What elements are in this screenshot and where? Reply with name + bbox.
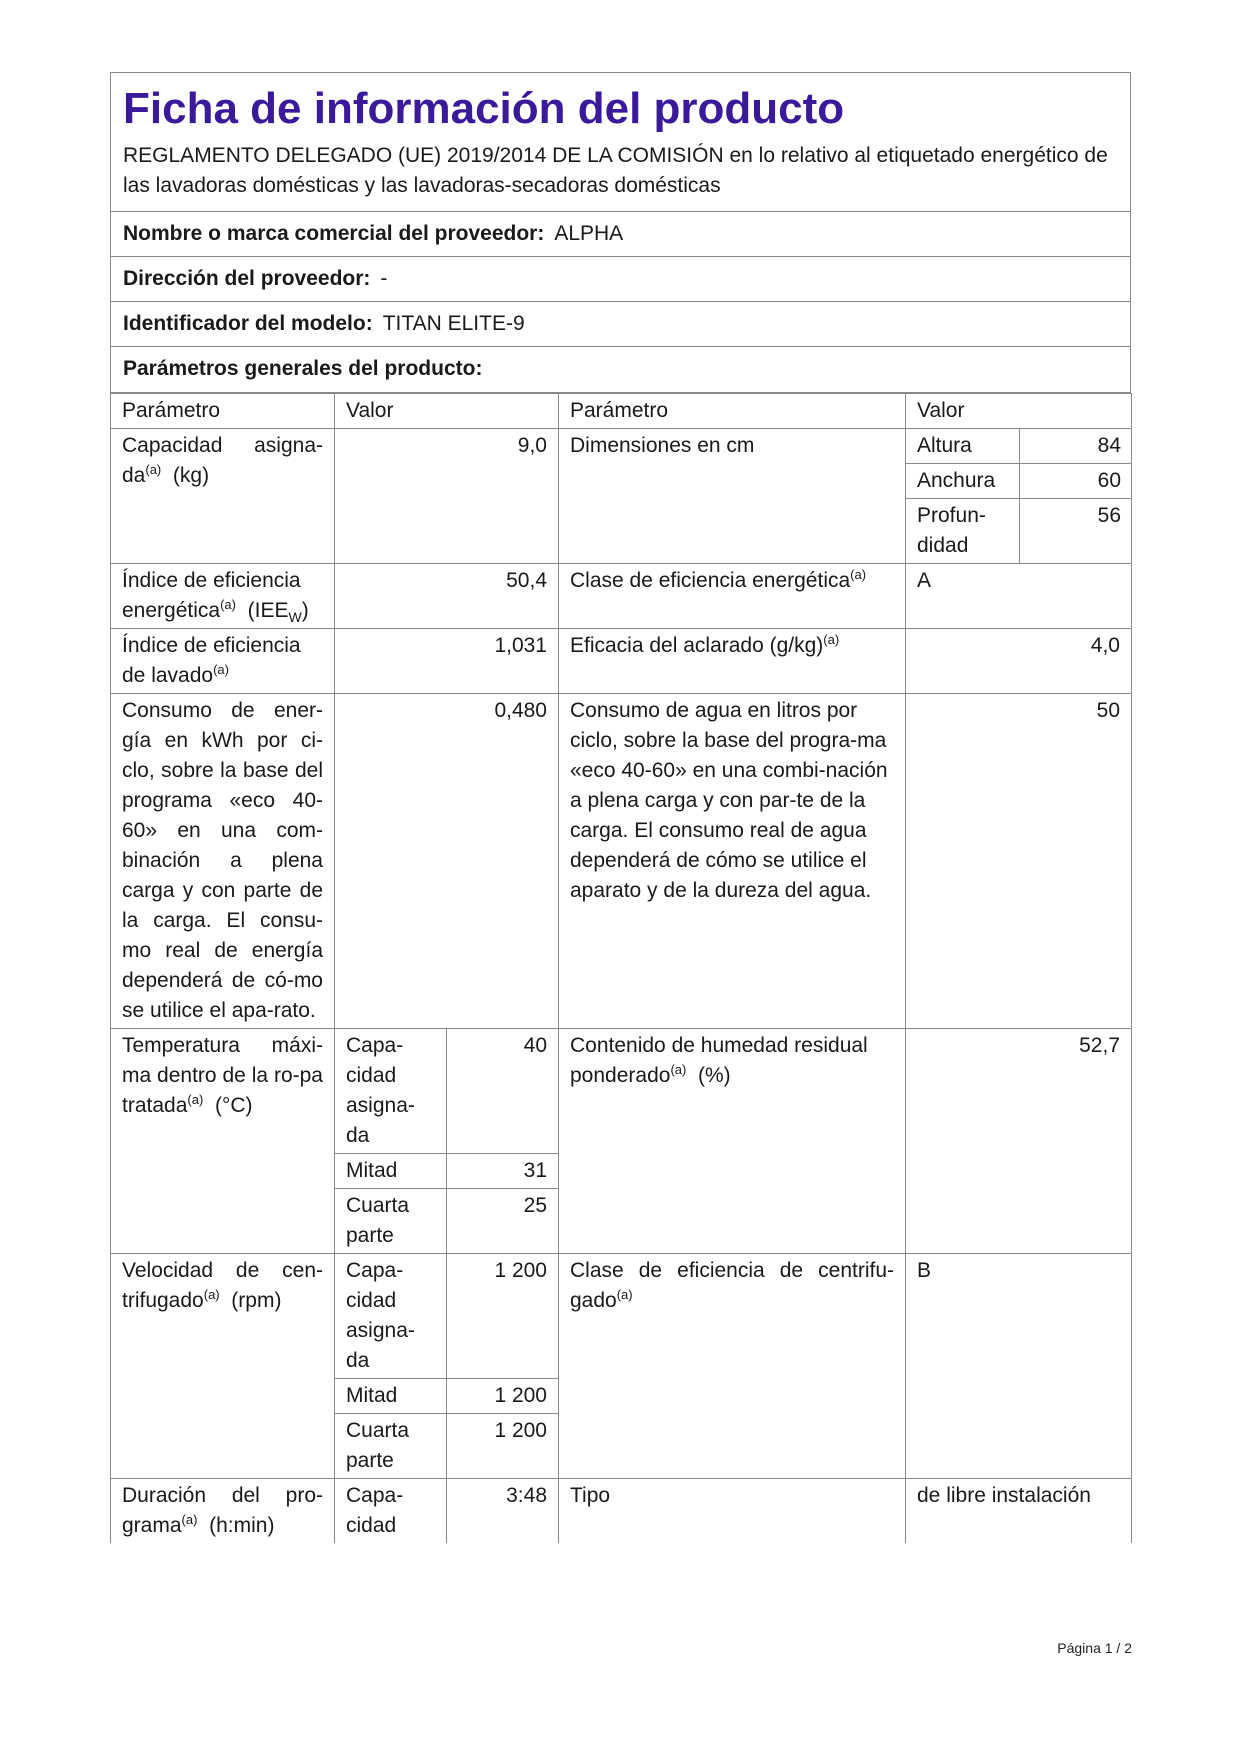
energy-class-value: A: [906, 564, 1132, 629]
model-identifier-label: Identificador del modelo:: [123, 312, 373, 335]
rinsing-value: 4,0: [906, 629, 1132, 694]
duration-label: Duración del pro-grama$^{(a)}$ (h:min): [111, 1479, 335, 1544]
energy-consumption-label: Consumo de ener-gía en kWh por ci-clo, sobre la base del programa «eco 40-60» en una com-binación a plena carga y con parte de la carga. El consu-mo real de energía dependerá de có-mo se utilice el apa-rato.: [111, 694, 335, 1029]
page-number: 1 / 2: [1104, 1640, 1132, 1656]
washing-index-label: Índice de eficiencia de lavado$^{(a)}$: [111, 629, 335, 694]
temp-half-value: 31: [447, 1154, 559, 1189]
table-row: [111, 1479, 1132, 1544]
water-consumption-value: 50: [906, 694, 1132, 1029]
temp-half-label: Mitad: [335, 1154, 447, 1189]
table-row: [111, 564, 1132, 629]
table-row: [111, 629, 1132, 694]
dimension-depth-value: 56: [1097, 504, 1121, 527]
dimensions-label: Dimensiones en cm: [559, 429, 906, 564]
capacity-value: 9,0: [335, 429, 559, 564]
header-parameter: Parámetro: [111, 394, 335, 429]
dimension-height-value: 84: [1019, 429, 1132, 464]
eei-value: 50,4: [335, 564, 559, 629]
temp-quarter-label: Cuarta parte: [335, 1189, 447, 1254]
table-header-row: [111, 394, 1132, 429]
supplier-name-label: Nombre o marca comercial del proveedor:: [123, 222, 545, 245]
table-row: [111, 694, 1132, 1029]
header-value-2: Valor: [906, 394, 1132, 429]
spin-half-value: 1 200: [447, 1379, 559, 1414]
spin-speed-label: Velocidad de cen-trifugado$^{(a)}$ (rpm): [111, 1254, 335, 1479]
supplier-address-label: Dirección del proveedor:: [123, 267, 371, 290]
dimension-width-value: 60: [1019, 464, 1132, 499]
page-label: Página: [1057, 1640, 1101, 1656]
spin-rated-value: 1 200: [447, 1254, 559, 1379]
supplier-name-row: [110, 212, 1131, 257]
rinsing-label: Eficacia del aclarado $(g/kg)^{(a)}$: [559, 629, 906, 694]
dimension-height-label: Altura: [906, 429, 1019, 464]
dimension-depth-label: Profun-didad: [906, 499, 1019, 564]
product-info-sheet: [110, 72, 1131, 1543]
supplier-name-value: ALPHA: [554, 222, 624, 245]
general-parameters-heading: Parámetros generales del producto:: [110, 347, 1131, 393]
residual-moisture-value: 52,7: [906, 1029, 1132, 1254]
header-parameter-2: Parámetro: [559, 394, 906, 429]
model-identifier-row: [110, 302, 1131, 347]
type-label: Tipo: [559, 1479, 906, 1544]
washing-index-value: 1,031: [335, 629, 559, 694]
header-value: Valor: [335, 394, 559, 429]
capacity-label: Capacidad asigna-$da^{(a)}$ (kg): [111, 429, 335, 564]
spin-quarter-label: Cuarta parte: [335, 1414, 447, 1479]
table-row: [111, 1029, 1132, 1154]
table-row: [111, 1254, 1132, 1379]
page-title: Ficha de información del producto: [123, 84, 845, 133]
model-identifier-value: TITAN ELITE-9: [382, 312, 525, 335]
supplier-address-row: [110, 257, 1131, 302]
spin-class-value: B: [906, 1254, 1132, 1479]
temp-quarter-value: 25: [447, 1189, 559, 1254]
spin-quarter-value: 1 200: [447, 1414, 559, 1479]
dimension-width-label: Anchura: [906, 464, 1019, 499]
residual-moisture-label: Contenido de humedad residual ponderado$^{(a)}$ (%): [559, 1029, 906, 1254]
temp-rated-value: 40: [447, 1029, 559, 1154]
spin-half-label: Mitad: [335, 1379, 447, 1414]
water-consumption-label: Consumo de agua en litros por ciclo, sobre la base del progra-ma «eco 40-60» en una combi-nación a plena carga y con par-te de la carga. El consumo real de agua dependerá de cómo se utilice el aparato y de la dureza del agua.: [559, 694, 906, 1029]
table-row: [111, 429, 1132, 564]
dimensions-values: [906, 429, 1132, 564]
temp-rated-label: Capa-cidad asigna-da: [335, 1029, 447, 1154]
eei-label: Índice de eficiencia energética$^{(a)}$ $(IEE_W)$: [111, 564, 335, 629]
duration-rated-label: Capa-cidad: [335, 1479, 447, 1544]
page-footer: [1057, 1640, 1132, 1656]
type-value: de libre instalación: [906, 1479, 1132, 1544]
supplier-address-value: -: [380, 267, 388, 290]
spin-class-label: Clase de eficiencia de centrifu-gado$^{(a)}$: [559, 1254, 906, 1479]
spin-rated-label: Capa-cidad asigna-da: [335, 1254, 447, 1379]
header-block: [110, 72, 1131, 212]
max-temperature-label: Temperatura máxi-ma dentro de la ro-pa tratada$^{(a)}$ (°C): [111, 1029, 335, 1254]
parameters-table: [110, 393, 1132, 1543]
duration-rated-value: 3:48: [447, 1479, 559, 1544]
regulation-subtitle: REGLAMENTO DELEGADO (UE) 2019/2014 DE LA COMISIÓN en lo relativo al etiquetado energético de las lavadoras domésticas y las lavadoras-secadoras domésticas: [123, 144, 1108, 197]
energy-consumption-value: 0,480: [335, 694, 559, 1029]
energy-class-label: Clase de eficiencia energética$^{(a)}$: [559, 564, 906, 629]
